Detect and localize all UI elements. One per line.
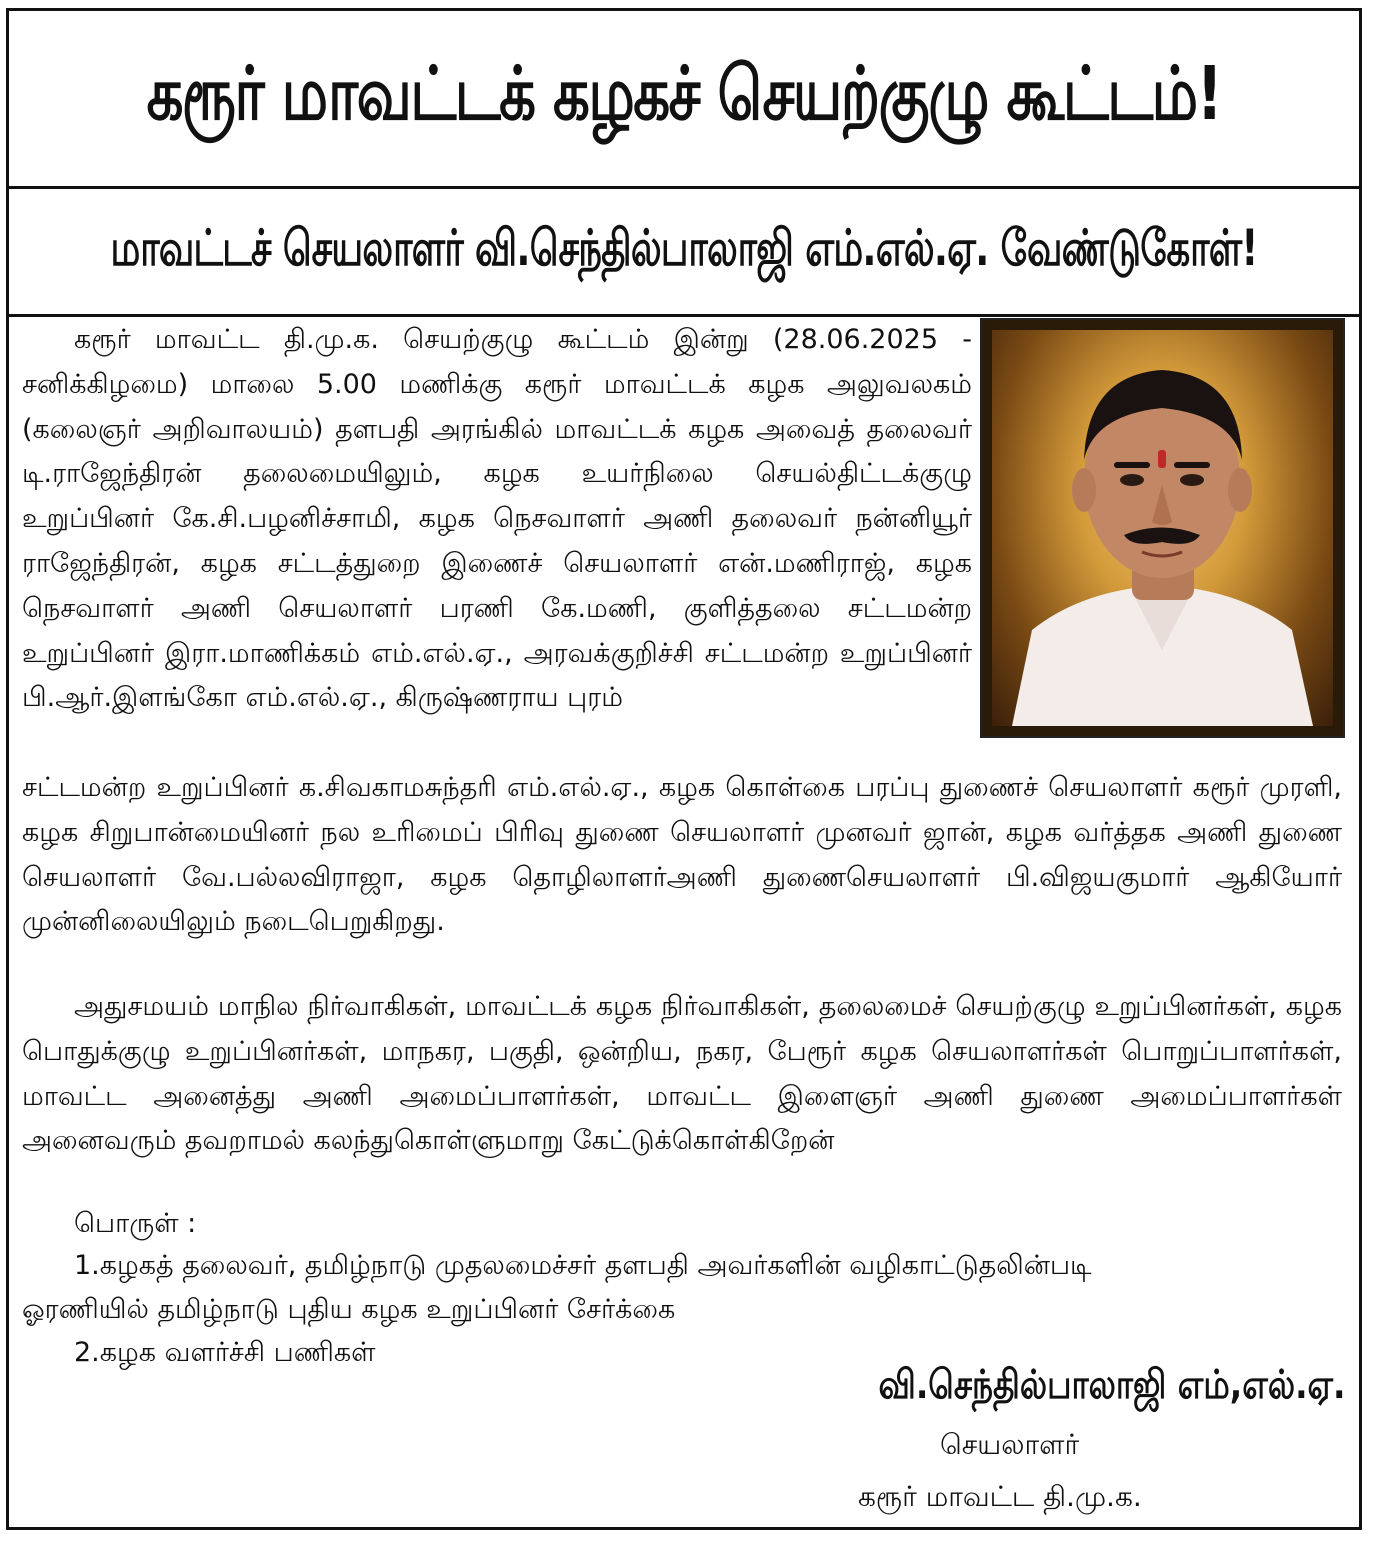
agenda-item-1-line-1: 1.கழகத் தலைவர், தமிழ்நாடு முதலமைச்சர் தளபதி அவர்களின் வழிகாட்டுதலின்படி	[74, 1250, 1092, 1281]
body-paragraph-1-bottom: சட்டமன்ற உறுப்பினர் க.சிவகாமசுந்தரி எம்.எல்.ஏ., கழக கொள்கை பரப்பு துணைச் செயலாளர் கரூர் முரளி, கழக சிறுபான்மையினர் நல உரிமைப் பிரிவு துணை செயலாளர் முனவர் ஜான், கழக வர்த்தக அணி துணை செயலாளர் வே.பல்லவிராஜா, கழக தொழிலாளர்அணி துணைசெயலாளர் பி.விஜயகுமார் ஆகியோர் முன்னிலையிலும் நடைபெறுகிறது.	[22, 772, 1342, 938]
headline: கரூர் மாவட்டக் கழகச் செயற்குழு கூட்டம்!	[146, 50, 1222, 137]
body-paragraph-2: அதுசமயம் மாநில நிர்வாகிகள், மாவட்டக் கழக நிர்வாகிகள், தலைமைச் செயற்குழு உறுப்பினர்கள், கழக பொதுக்குழு உறுப்பினர்கள், மாநகர, பகுதி, ஒன்றிய, நகர, பேரூர் கழக செயலாளர்கள் பொறுப்பாளர்கள், மாவட்ட அனைத்து அணி அமைப்பாளர்கள், மாவட்ட இளைஞர் அணி துணை அமைப்பாளர்கள் அனைவரும் தவறாமல் கலந்துகொள்ளுமாறு கேட்டுக்கொள்கிறேன்	[22, 991, 1342, 1157]
agenda-label: பொருள் :	[74, 1208, 197, 1239]
body-paragraph-1-top: கரூர் மாவட்ட தி.மு.க. செயற்குழு கூட்டம் இன்று (28.06.2025 - சனிக்கிழமை) மாலை 5.00 மணிக்கு கரூர் மாவட்டக் கழக அலுவலகம் (கலைஞர் அறிவாலயம்) தளபதி அரங்கில் மாவட்டக் கழக அவைத் தலைவர் டி.ராஜேந்திரன் தலைமையிலும், கழக உயர்நிலை செயல்திட்டக்குழு உறுப்பினர் கே.சி.பழனிச்சாமி, கழக நெசவாளர் அணி தலைவர் நன்னியூர் ராஜேந்திரன், கழக சட்டத்துறை இணைச் செயலாளர் என்.மணிராஜ், கழக நெசவாளர் அணி செயலாளர் பரணி கே.மணி, குளித்தலை சட்டமன்ற உறுப்பினர் இரா.மாணிக்கம் எம்.எல்.ஏ., அரவக்குறிச்சி சட்டமன்ற உறுப்பினர் பி.ஆர்.இளங்கோ எம்.எல்.ஏ., கிருஷ்ணராய புரம்	[22, 324, 972, 714]
subheadline-box	[9, 189, 1359, 317]
portrait-image	[992, 330, 1333, 726]
headline-box	[9, 11, 1359, 189]
agenda-item-1-line-2: ஓரணியில் தமிழ்நாடு புதிய கழக உறுப்பினர் சேர்க்கை	[22, 1294, 676, 1325]
signature-designation: செயலாளர்	[940, 1428, 1080, 1461]
person-silhouette-icon	[992, 330, 1333, 726]
subheadline: மாவட்டச் செயலாளர் வி.செந்தில்பாலாஜி எம்.எல்.ஏ. வேண்டுகோள்!	[110, 219, 1258, 277]
agenda-item-2: 2.கழக வளர்ச்சி பணிகள்	[74, 1337, 376, 1368]
signature-name: வி.செந்தில்பாலாஜி எம்,எல்.ஏ.	[878, 1362, 1346, 1408]
signature-organization: கரூர் மாவட்ட தி.மு.க.	[858, 1480, 1142, 1513]
portrait-photo	[980, 318, 1345, 738]
